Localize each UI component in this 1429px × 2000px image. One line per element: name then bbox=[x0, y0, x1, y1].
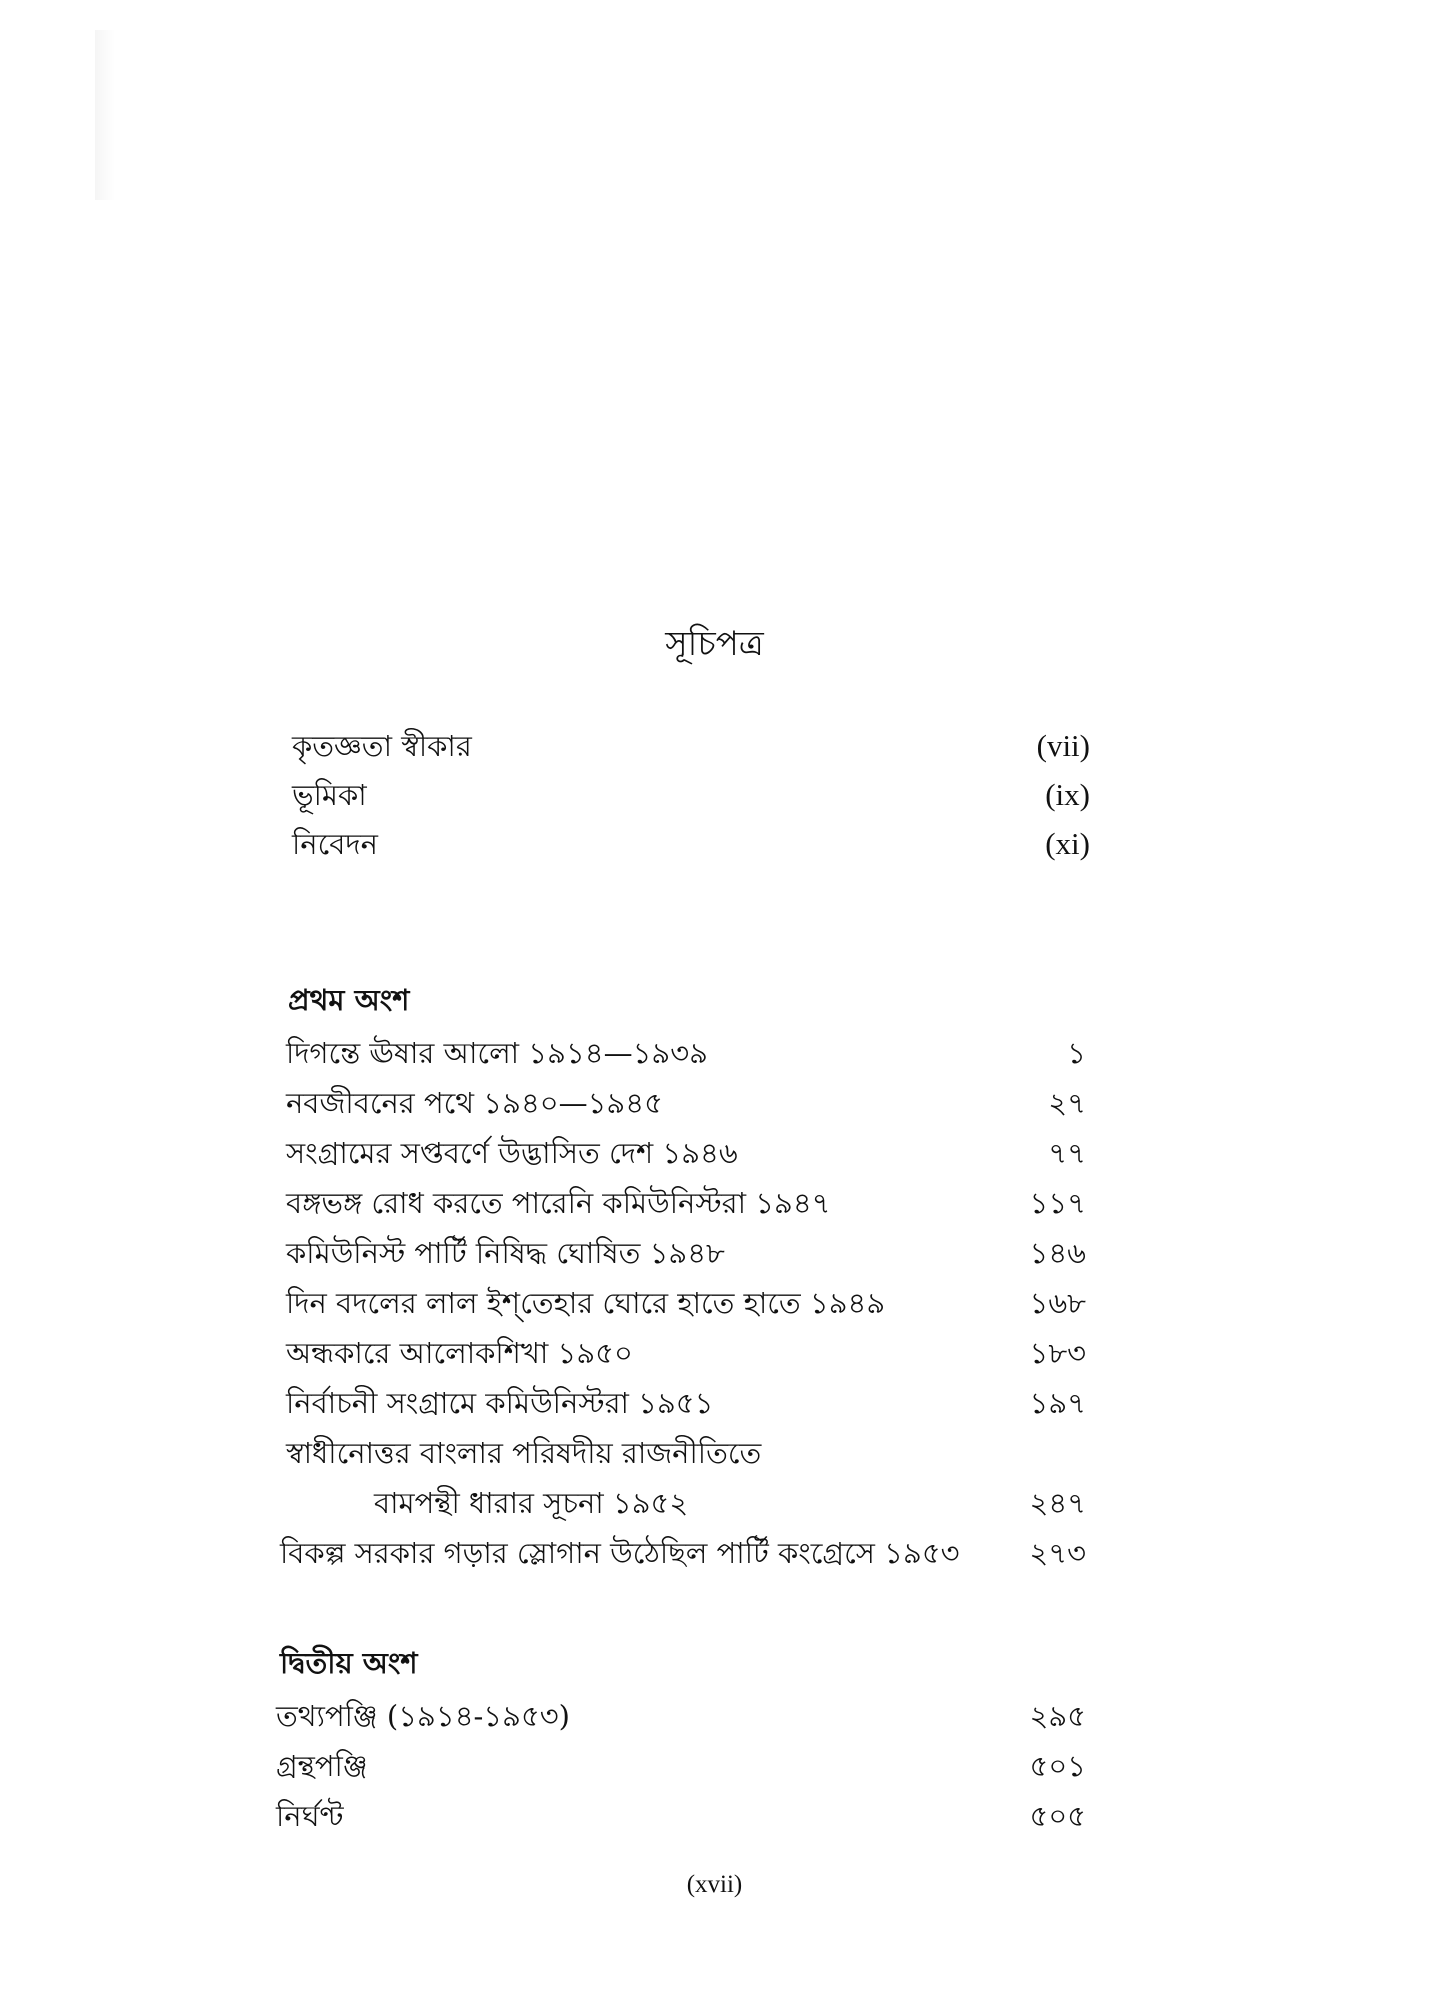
toc-label: গ্রন্থপঞ্জি bbox=[276, 1749, 368, 1783]
toc-page-number: ২৯৫ bbox=[1029, 1699, 1086, 1733]
toc-row bbox=[286, 1183, 1086, 1223]
toc-row bbox=[280, 1533, 1086, 1573]
toc-label: নির্ঘণ্ট bbox=[276, 1799, 344, 1833]
toc-row bbox=[286, 1033, 1086, 1073]
toc-label: নির্বাচনী সংগ্রামে কমিউনিস্টরা ১৯৫১ bbox=[286, 1386, 714, 1420]
toc-label: দিগন্তে ঊষার আলো ১৯১৪—১৯৩৯ bbox=[286, 1036, 708, 1070]
toc-row bbox=[286, 1283, 1086, 1323]
section-heading-part-two: দ্বিতীয় অংশ bbox=[280, 1646, 418, 1680]
toc-label: কৃতজ্ঞতা স্বীকার bbox=[292, 729, 472, 763]
toc-page-number: (ix) bbox=[1045, 777, 1090, 812]
toc-row bbox=[276, 1746, 1086, 1786]
toc-label: সংগ্রামের সপ্তবর্ণে উদ্ভাসিত দেশ ১৯৪৬ bbox=[286, 1136, 738, 1170]
toc-page-number: ১১৭ bbox=[1029, 1186, 1086, 1220]
toc-row-front-1 bbox=[292, 726, 1090, 766]
toc-page-number: ১৮৩ bbox=[1029, 1336, 1086, 1370]
toc-label: ভূমিকা bbox=[292, 778, 367, 812]
toc-page-number: ১৪৬ bbox=[1029, 1236, 1086, 1270]
toc-row-front-2 bbox=[292, 775, 1090, 815]
toc-label: অন্ধকারে আলোকশিখা ১৯৫০ bbox=[286, 1336, 633, 1370]
toc-row bbox=[286, 1133, 1086, 1173]
section-heading-part-one: প্রথম অংশ bbox=[288, 983, 410, 1017]
toc-page-number: (vii) bbox=[1036, 728, 1090, 763]
toc-page-number: ১৬৮ bbox=[1029, 1286, 1086, 1320]
toc-row bbox=[286, 1433, 1086, 1473]
toc-page-number: ৫০১ bbox=[1029, 1749, 1086, 1783]
toc-page-number: ৭৭ bbox=[1048, 1136, 1086, 1170]
toc-page-number: ৫০৫ bbox=[1029, 1799, 1086, 1833]
toc-page-number: ২৪৭ bbox=[1029, 1486, 1086, 1520]
toc-page-number: ১ bbox=[1067, 1036, 1086, 1070]
page-folio: (xvii) bbox=[686, 1871, 743, 1898]
toc-label: বিকল্প সরকার গড়ার স্লোগান উঠেছিল পার্টি কংগ্রেসে ১৯৫৩ bbox=[280, 1536, 960, 1570]
toc-label: তথ্যপঞ্জি (১৯১৪-১৯৫৩) bbox=[276, 1699, 570, 1733]
toc-page-number: ১৯৭ bbox=[1029, 1386, 1086, 1420]
toc-row bbox=[286, 1083, 1086, 1123]
toc-row-continuation bbox=[286, 1483, 1086, 1523]
toc-label: কমিউনিস্ট পার্টি নিষিদ্ধ ঘোষিত ১৯৪৮ bbox=[286, 1236, 725, 1270]
toc-label: নিবেদন bbox=[292, 827, 378, 861]
toc-label: স্বাধীনোত্তর বাংলার পরিষদীয় রাজনীতিতে bbox=[286, 1436, 762, 1470]
toc-row bbox=[286, 1233, 1086, 1273]
toc-row-front-3 bbox=[292, 824, 1090, 864]
toc-label: দিন বদলের লাল ইশ্‌তেহার ঘোরে হাতে হাতে ১৯৪৯ bbox=[286, 1286, 886, 1320]
toc-page-number: ২৭ bbox=[1048, 1086, 1086, 1120]
scan-shadow bbox=[95, 30, 115, 200]
page-title: সূচিপত্র bbox=[665, 624, 764, 664]
toc-row bbox=[286, 1383, 1086, 1423]
toc-page-number: (xi) bbox=[1045, 826, 1090, 861]
toc-row bbox=[276, 1696, 1086, 1736]
toc-label: নবজীবনের পথে ১৯৪০—১৯৪৫ bbox=[286, 1086, 663, 1120]
toc-label: বঙ্গভঙ্গ রোধ করতে পারেনি কমিউনিস্টরা ১৯৪৭ bbox=[286, 1186, 831, 1220]
toc-label-continuation: বামপন্থী ধারার সূচনা ১৯৫২ bbox=[374, 1486, 689, 1520]
toc-row bbox=[286, 1333, 1086, 1373]
toc-page-number: ২৭৩ bbox=[1029, 1536, 1086, 1570]
toc-row bbox=[276, 1796, 1086, 1836]
